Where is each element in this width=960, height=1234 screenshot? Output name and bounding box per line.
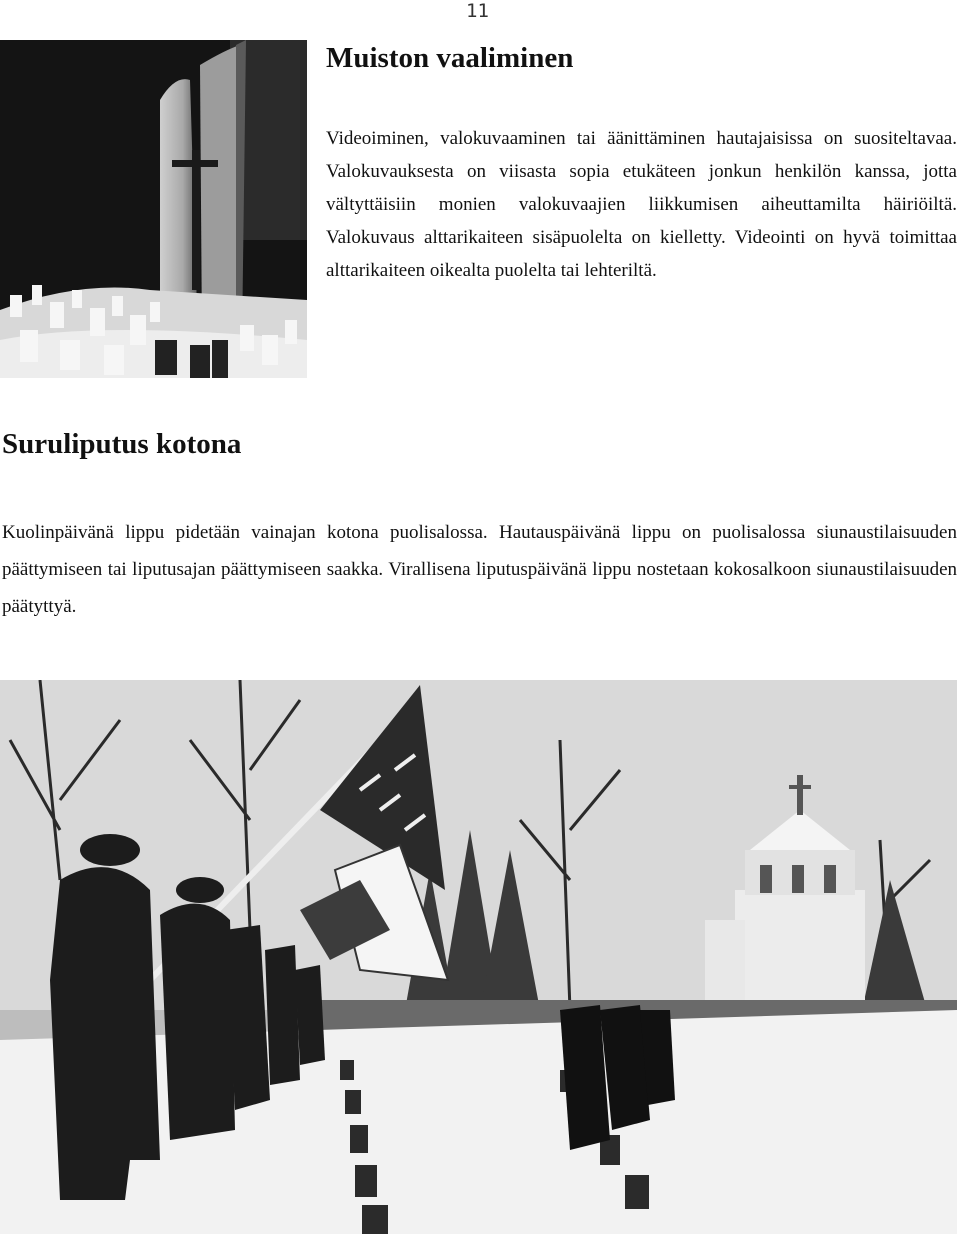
memorial-photo [0,40,307,378]
flag-procession-photo [0,680,957,1234]
section-paragraph: Kuolinpäivänä lippu pidetään vainajan kotona puolisalossa. Hautauspäivänä lippu on puolisalossa siunaustilaisuuden päättymiseen tai liputusajan päättymiseen saakka. Virallisena liputuspäivänä lippu nostetaan kokosalkoon siunaustilaisuuden päätyttyä. [2,522,957,617]
section-title: Muiston vaaliminen [326,42,574,74]
page-number: 11 [466,0,489,22]
section-paragraph: Videoiminen, valokuvaaminen tai äänittäminen hautajaisissa on suositeltavaa. Valokuvauksesta on viisasta sopia etukäteen jonkun henkilön kanssa, jotta vältyttäisiin monien valokuvaajien liikkumisen aiheuttamilta häiriöiltä. Valokuvaus alttarikaiteen sisäpuolelta on kielletty. Videointi on hyvä toimittaa alttarikaiteen oikealta puolelta tai lehteriltä. [326,128,957,281]
section-title: Suruliputus kotona [2,428,242,460]
